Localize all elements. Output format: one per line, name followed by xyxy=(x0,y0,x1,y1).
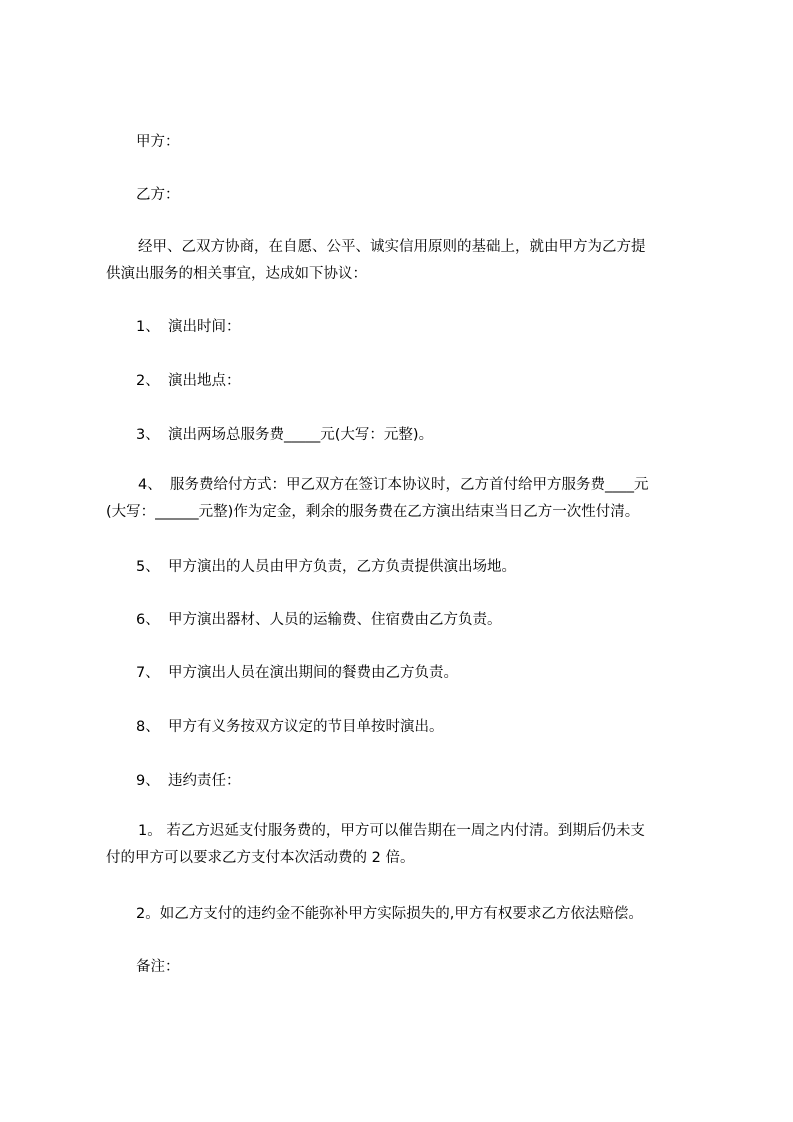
clause-text: 违约责任： xyxy=(168,773,241,789)
clause-number: 2、 xyxy=(136,373,160,389)
clause-number: 5、 xyxy=(136,559,160,575)
penalty-1-line-2: 付的甲方可以要求乙方支付本次活动费的 2 倍。 xyxy=(106,850,415,866)
clause-7 xyxy=(136,664,458,683)
intro-line-2: 供演出服务的相关事宜，达成如下协议： xyxy=(106,266,367,282)
clause-number: 9、 xyxy=(136,773,160,789)
clause-1 xyxy=(136,318,241,337)
clause-text: 演出两场总服务费_____元(大写：元整)。 xyxy=(168,427,434,443)
clause-4-line-2: (大写：______元整)作为定金，剩余的服务费在乙方演出结束当日乙方一次性付清。 xyxy=(106,504,640,520)
clause-2 xyxy=(136,372,241,391)
clause-text: 甲方演出人员在演出期间的餐费由乙方负责。 xyxy=(168,665,458,681)
remarks-label: 备注： xyxy=(136,959,180,975)
clause-4-line-1 xyxy=(106,472,649,499)
penalty-2: 2。如乙方支付的违约金不能弥补甲方实际损失的,甲方有权要求乙方依法赔偿。 xyxy=(136,906,643,922)
intro-line-1: 经甲、乙双方协商，在自愿、公平、诚实信用原则的基础上，就由甲方为乙方提 xyxy=(138,239,646,255)
party-a-label: 甲方： xyxy=(136,134,180,150)
clause-8 xyxy=(136,718,444,737)
clause-number: 3、 xyxy=(136,427,160,443)
clause-text: 甲方有义务按双方议定的节目单按时演出。 xyxy=(168,719,444,735)
clause-text: 演出地点： xyxy=(168,373,241,389)
clause-4 xyxy=(106,472,649,526)
clause-number: 4、 xyxy=(138,477,162,493)
clause-5 xyxy=(136,558,516,577)
clause-number: 6、 xyxy=(136,612,160,628)
clause-number: 8、 xyxy=(136,719,160,735)
clause-9 xyxy=(136,772,241,791)
clause-text: 服务费给付方式：甲乙双方在签订本协议时，乙方首付给甲方服务费____元 xyxy=(170,477,649,493)
clause-6 xyxy=(136,611,502,630)
intro-paragraph xyxy=(106,234,646,288)
clause-number: 7、 xyxy=(136,665,160,681)
clause-text: 甲方演出器材、人员的运输费、住宿费由乙方负责。 xyxy=(168,612,502,628)
party-b-label: 乙方： xyxy=(136,187,180,203)
clause-text: 演出时间： xyxy=(168,319,241,335)
clause-text: 甲方演出的人员由甲方负责，乙方负责提供演出场地。 xyxy=(168,559,516,575)
penalty-1 xyxy=(106,818,645,872)
clause-3 xyxy=(136,426,433,445)
clause-number: 1、 xyxy=(136,319,160,335)
penalty-1-line-1: 1。 若乙方迟延支付服务费的，甲方可以催告期在一周之内付清。到期后仍未支 xyxy=(138,823,645,839)
